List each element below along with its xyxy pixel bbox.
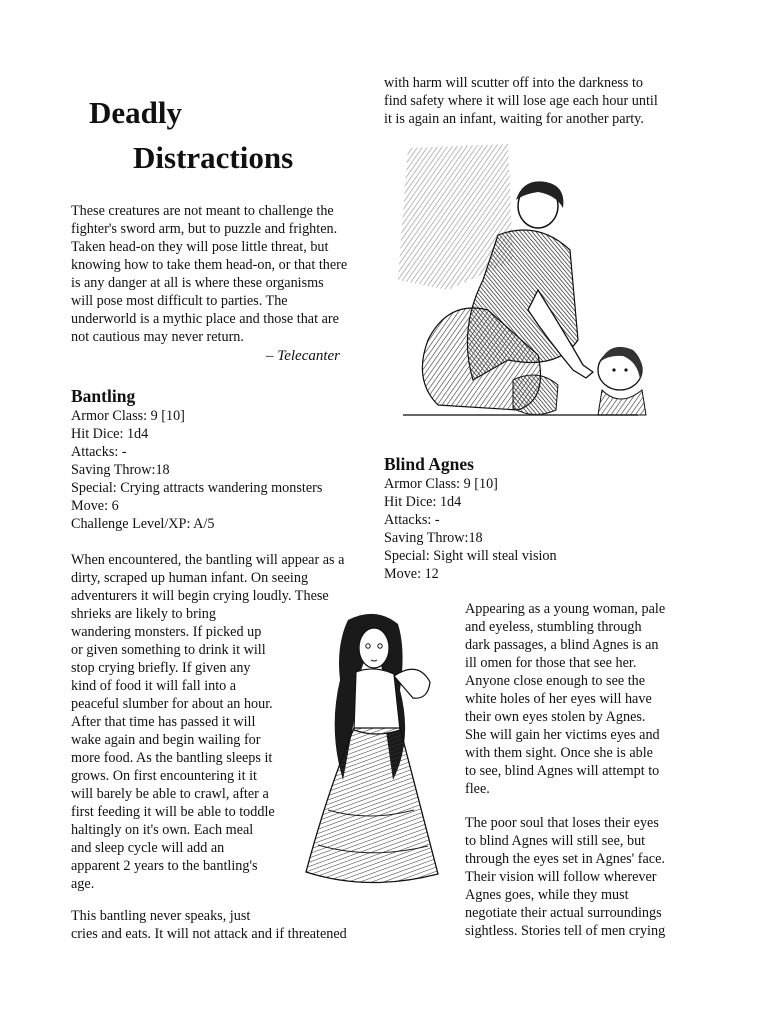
- desc-line: to blind Agnes will still see, but: [465, 833, 646, 849]
- bantling-stat-block: [71, 407, 322, 533]
- desc-line: stop crying briefly. If given any: [71, 660, 251, 676]
- blind-agnes-description-2: [465, 814, 665, 940]
- desc-line: haltingly on it's own. Each meal: [71, 822, 254, 838]
- desc-line: with harm will scutter off into the darkness to: [384, 75, 644, 91]
- bantling-description-end: [71, 907, 347, 943]
- stat-line: Saving Throw:18: [384, 530, 483, 546]
- blind-agnes-description: [465, 600, 665, 798]
- stat-line: Move: 6: [71, 498, 119, 514]
- desc-line: sightless. Stories tell of men crying: [465, 923, 666, 939]
- desc-line: apparent 2 years to the bantling's: [71, 858, 258, 874]
- desc-line: flee.: [465, 781, 490, 797]
- desc-line: Agnes goes, while they must: [465, 887, 629, 903]
- intro-line: not cautious may never return.: [71, 329, 244, 345]
- desc-line: will barely be able to crawl, after a: [71, 786, 269, 802]
- intro-line: These creatures are not meant to challenge the: [71, 203, 334, 219]
- desc-line: first feeding it will be able to toddle: [71, 804, 275, 820]
- desc-line: negotiate their actual surroundings: [465, 905, 662, 921]
- desc-line: grows. On first encountering it it: [71, 768, 257, 784]
- desc-line: to see, blind Agnes will attempt to: [465, 763, 660, 779]
- intro-line: underworld is a mythic place and those that are: [71, 311, 339, 327]
- desc-line: When encountered, the bantling will appear as a: [71, 552, 345, 568]
- bantling-illustration: [388, 140, 652, 428]
- attribution: – Telecanter: [266, 348, 341, 364]
- stat-line: Saving Throw:18: [71, 462, 170, 478]
- desc-line: After that time has passed it will: [71, 714, 256, 730]
- intro-line: fighter's sword arm, but to puzzle and frighten.: [71, 221, 338, 237]
- desc-line: shrieks are likely to bring: [71, 606, 216, 622]
- desc-line: and sleep cycle will add an: [71, 840, 225, 856]
- stat-line: Special: Crying attracts wandering monsters: [71, 480, 323, 496]
- desc-line: wandering monsters. If picked up: [71, 624, 262, 640]
- desc-line: more food. As the bantling sleeps it: [71, 750, 273, 766]
- desc-line: Appearing as a young woman, pale: [465, 601, 666, 617]
- page-title-line-1: Deadly: [89, 95, 182, 130]
- desc-line: kind of food it will fall into a: [71, 678, 237, 694]
- intro-line: knowing how to take them head-on, or that there: [71, 257, 348, 273]
- intro-line: will pose most difficult to parties. The: [71, 293, 288, 309]
- intro-paragraph: [71, 202, 347, 346]
- stat-line: Challenge Level/XP: A/5: [71, 516, 215, 532]
- desc-line: their own eyes stolen by Agnes.: [465, 709, 646, 725]
- desc-line: or given something to drink it will: [71, 642, 266, 658]
- desc-line: adventurers it will begin crying loudly. These: [71, 588, 329, 604]
- stat-line: Armor Class: 9 [10]: [384, 476, 498, 492]
- stat-line: Special: Sight will steal vision: [384, 548, 557, 564]
- desc-line: through the eyes set in Agnes' face.: [465, 851, 665, 867]
- page-title-line-2: Distractions: [133, 140, 294, 175]
- desc-line: Their vision will follow wherever: [465, 869, 657, 885]
- desc-line: and eyeless, stumbling through: [465, 619, 642, 635]
- bantling-heading: Bantling: [71, 386, 136, 406]
- desc-line: Anyone close enough to see the: [465, 673, 646, 689]
- desc-line: cries and eats. It will not attack and if threatened: [71, 926, 347, 942]
- stat-line: Move: 12: [384, 566, 439, 582]
- blind-agnes-illustration: [288, 610, 456, 888]
- intro-line: is any danger at all is where these organisms: [71, 275, 324, 291]
- stat-line: Hit Dice: 1d4: [384, 494, 462, 510]
- stat-line: Attacks: -: [71, 444, 127, 460]
- desc-line: The poor soul that loses their eyes: [465, 815, 659, 831]
- desc-line: wake again and begin wailing for: [71, 732, 261, 748]
- desc-line: ill omen for those that see her.: [465, 655, 637, 671]
- desc-line: white holes of her eyes will have: [465, 691, 652, 707]
- desc-line: age.: [71, 876, 95, 892]
- blind-agnes-heading: Blind Agnes: [384, 454, 474, 474]
- stat-line: Attacks: -: [384, 512, 440, 528]
- stat-line: Armor Class: 9 [10]: [71, 408, 185, 424]
- desc-line: dirty, scraped up human infant. On seeing: [71, 570, 309, 586]
- bantling-description-continued: [384, 74, 658, 128]
- desc-line: find safety where it will lose age each hour until: [384, 93, 658, 109]
- desc-line: it is again an infant, waiting for another party.: [384, 111, 644, 127]
- desc-line: peaceful slumber for about an hour.: [71, 696, 273, 712]
- desc-line: This bantling never speaks, just: [71, 908, 251, 924]
- intro-line: Taken head-on they will pose little threat, but: [71, 239, 329, 255]
- blind-agnes-stat-block: [384, 475, 557, 583]
- desc-line: dark passages, a blind Agnes is an: [465, 637, 659, 653]
- desc-line: She will gain her victims eyes and: [465, 727, 660, 743]
- desc-line: with them sight. Once she is able: [465, 745, 653, 761]
- stat-line: Hit Dice: 1d4: [71, 426, 149, 442]
